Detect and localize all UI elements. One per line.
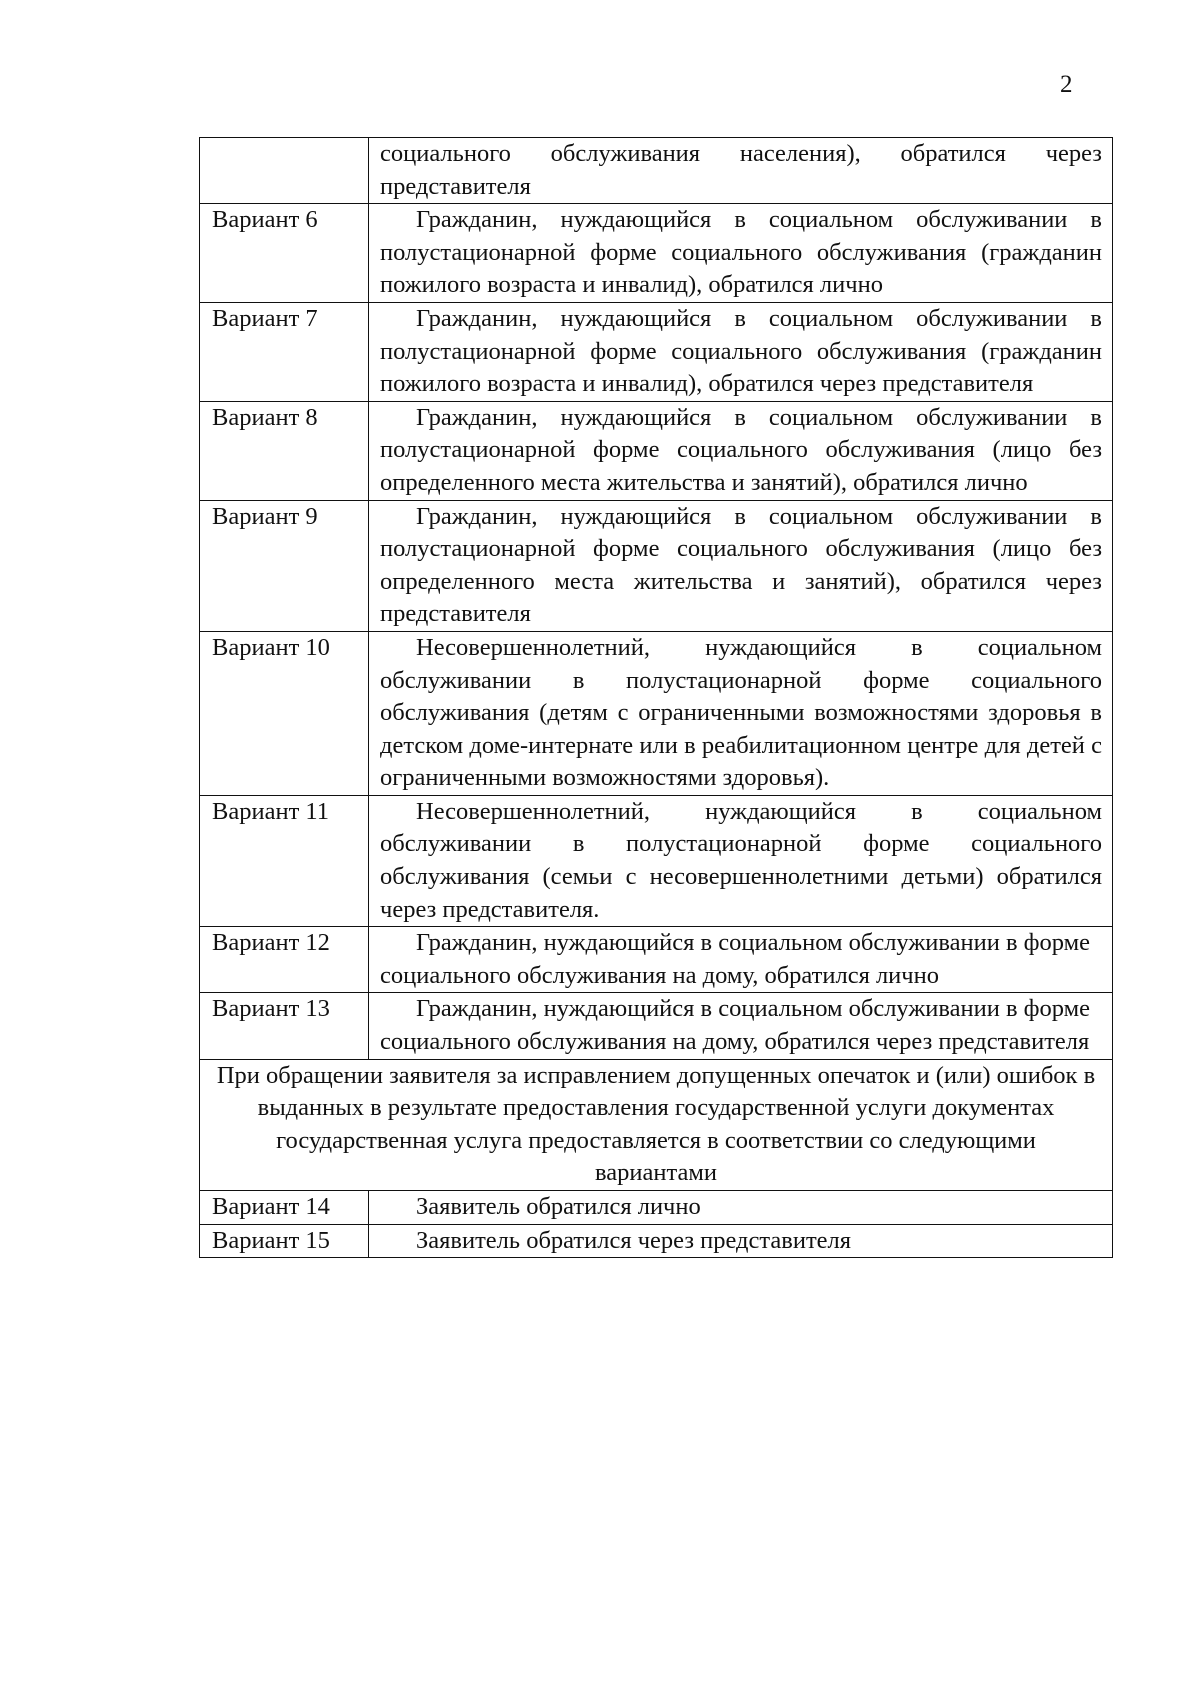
section-heading-row	[200, 1059, 1113, 1190]
variant-label: Вариант 13	[200, 993, 369, 1059]
page-number: 2	[1060, 71, 1073, 98]
variant-label: Вариант 14	[200, 1191, 369, 1225]
variant-label: Вариант 8	[200, 401, 369, 500]
variant-description-text: Гражданин, нуждающийся в социальном обслуживании в форме социального обслуживания на дому, обратился через представителя	[380, 995, 1091, 1056]
variant-description-text: Гражданин, нуждающийся в социальном обслуживании в полустационарной форме социального обслуживания (лицо без определенного места жительства и занятий), обратился лично	[380, 403, 1102, 496]
variant-description	[369, 204, 1113, 303]
table-row	[200, 993, 1113, 1059]
variant-description	[369, 927, 1113, 993]
variant-description	[369, 1191, 1113, 1225]
variant-description-text: Несовершеннолетний, нуждающийся в социальном обслуживании в полустационарной форме социального обслуживания (семьи с несовершеннолетними детьми) обратился через представителя.	[380, 797, 1102, 923]
variant-description-text: Несовершеннолетний, нуждающийся в социальном обслуживании в полустационарной форме социального обслуживания (детям с ограниченными возможностями здоровья в детском доме-интернате или в реабилитационном центре для детей с ограниченными возможностями здоровья).	[380, 633, 1102, 792]
table-row	[200, 204, 1113, 303]
table-row	[200, 795, 1113, 926]
variant-description	[369, 138, 1113, 204]
variant-description-text: Гражданин, нуждающийся в социальном обслуживании в полустационарной форме социального обслуживания (лицо без определенного места жительства и занятий), обратился через представителя	[380, 502, 1102, 628]
variants-table	[199, 137, 1113, 1258]
variant-description	[369, 500, 1113, 631]
section-heading: При обращении заявителя за исправлением допущенных опечаток и (или) ошибок в выданных в результате предоставления государственной услуги документах государственная услуга предоставляется в соответствии со следующими вариантами	[200, 1059, 1113, 1190]
variant-label: Вариант 12	[200, 927, 369, 993]
variant-label: Вариант 6	[200, 204, 369, 303]
variant-label: Вариант 10	[200, 631, 369, 795]
table-row	[200, 1224, 1113, 1258]
table-row	[200, 401, 1113, 500]
table-row	[200, 302, 1113, 401]
variant-description	[369, 1224, 1113, 1258]
table-row	[200, 927, 1113, 993]
table-row	[200, 1191, 1113, 1225]
variant-label: Вариант 7	[200, 302, 369, 401]
variant-label: Вариант 9	[200, 500, 369, 631]
variant-description-text: Гражданин, нуждающийся в социальном обслуживании в полустационарной форме социального обслуживания (гражданин пожилого возраста и инвалид), обратился лично	[380, 206, 1102, 299]
variant-description	[369, 401, 1113, 500]
variant-description-text: социального обслуживания населения), обратился через представителя	[380, 140, 1102, 200]
variant-label	[200, 138, 369, 204]
variant-description	[369, 631, 1113, 795]
variant-description-text: Заявитель обратился через представителя	[416, 1226, 852, 1254]
variant-description-text: Заявитель обратился лично	[416, 1193, 701, 1220]
variant-description	[369, 302, 1113, 401]
table-row	[200, 138, 1113, 204]
variant-description	[369, 795, 1113, 926]
variant-label: Вариант 15	[200, 1224, 369, 1258]
variant-label: Вариант 11	[200, 795, 369, 926]
variant-description-text: Гражданин, нуждающийся в социальном обслуживании в форме социального обслуживания на дому, обратился лично	[380, 929, 1091, 989]
table-row	[200, 631, 1113, 795]
table-row	[200, 500, 1113, 631]
variant-description	[369, 993, 1113, 1059]
variant-description-text: Гражданин, нуждающийся в социальном обслуживании в полустационарной форме социального обслуживания (гражданин пожилого возраста и инвалид), обратился через представителя	[380, 304, 1102, 398]
